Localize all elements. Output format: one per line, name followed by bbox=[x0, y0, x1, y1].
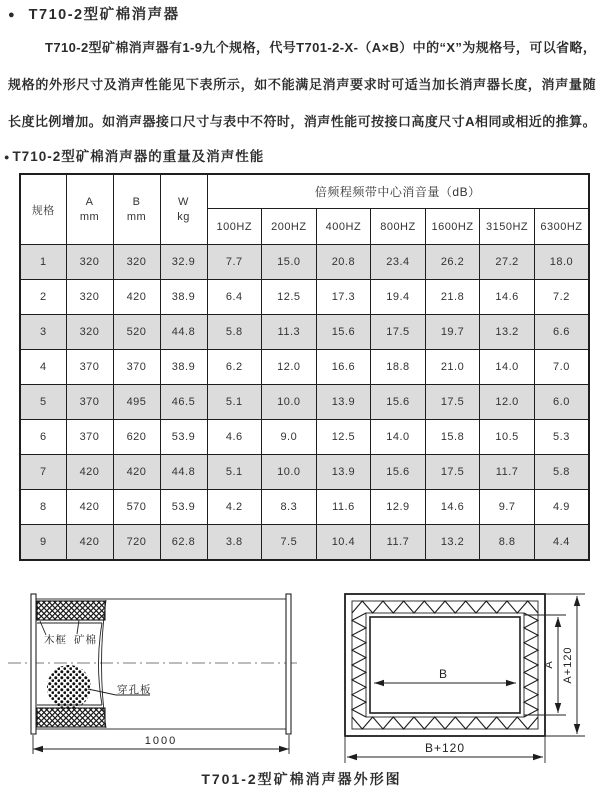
table-cell: 10.0 bbox=[262, 455, 317, 490]
table-cell: 3.8 bbox=[207, 525, 262, 561]
table-cell: 16.6 bbox=[316, 350, 371, 385]
table-cell: 9.0 bbox=[262, 420, 317, 455]
table-cell: 520 bbox=[113, 315, 160, 350]
table-cell: 420 bbox=[66, 490, 113, 525]
mineral-wool-band-bottom bbox=[37, 708, 105, 727]
side-view-diagram bbox=[8, 594, 298, 754]
table-header-row-1 bbox=[20, 174, 589, 209]
table-cell: 4.9 bbox=[534, 490, 589, 525]
table-cell: 14.6 bbox=[480, 280, 535, 315]
table-cell: 370 bbox=[66, 420, 113, 455]
freq-col-header: 400HZ bbox=[316, 209, 371, 245]
table-cell: 370 bbox=[113, 350, 160, 385]
table-cell: 7.7 bbox=[207, 245, 262, 280]
table-cell: 13.2 bbox=[425, 525, 480, 561]
table-cell: 62.8 bbox=[160, 525, 207, 561]
table-cell: 15.8 bbox=[425, 420, 480, 455]
col-header-a: A mm bbox=[66, 174, 113, 245]
dim-label-a120: A+120 bbox=[562, 646, 574, 684]
table-cell: 27.2 bbox=[480, 245, 535, 280]
spec-table bbox=[19, 173, 590, 561]
mineral-wool-band-top bbox=[37, 601, 105, 620]
table-cell: 7 bbox=[20, 455, 66, 490]
table-cell: 320 bbox=[66, 280, 113, 315]
front-view-diagram bbox=[345, 594, 585, 763]
spec-table-body bbox=[20, 245, 589, 561]
table-row bbox=[20, 315, 589, 350]
table-cell: 14.6 bbox=[425, 490, 480, 525]
table-cell: 10.4 bbox=[316, 525, 371, 561]
zigzag-bottom bbox=[352, 717, 538, 729]
table-cell: 26.2 bbox=[425, 245, 480, 280]
col-header-w: W kg bbox=[160, 174, 207, 245]
intro-paragraph bbox=[8, 29, 596, 140]
freq-col-header: 3150HZ bbox=[480, 209, 535, 245]
table-cell: 570 bbox=[113, 490, 160, 525]
table-cell: 1 bbox=[20, 245, 66, 280]
table-cell: 11.3 bbox=[262, 315, 317, 350]
table-cell: 14.0 bbox=[480, 350, 535, 385]
zigzag-left bbox=[352, 613, 366, 717]
table-cell: 5.1 bbox=[207, 385, 262, 420]
col-header-b: B mm bbox=[113, 174, 160, 245]
table-cell: 46.5 bbox=[160, 385, 207, 420]
table-cell: 720 bbox=[113, 525, 160, 561]
table-cell: 370 bbox=[66, 385, 113, 420]
table-cell: 7.2 bbox=[534, 280, 589, 315]
bullet-icon: ● bbox=[4, 152, 10, 162]
table-cell: 6.6 bbox=[534, 315, 589, 350]
table-cell: 5 bbox=[20, 385, 66, 420]
page-title: T710-2型矿棉消声器 bbox=[28, 7, 180, 23]
table-row bbox=[20, 280, 589, 315]
table-cell: 17.5 bbox=[425, 455, 480, 490]
table-cell: 7.5 bbox=[262, 525, 317, 561]
col-header-attenuation-span: 倍频程频带中心消音量（dB） bbox=[207, 174, 589, 209]
table-cell: 13.2 bbox=[480, 315, 535, 350]
table-row bbox=[20, 245, 589, 280]
table-cell: 10.5 bbox=[480, 420, 535, 455]
table-cell: 18.8 bbox=[371, 350, 426, 385]
table-cell: 17.5 bbox=[371, 315, 426, 350]
table-cell: 495 bbox=[113, 385, 160, 420]
table-cell: 8.3 bbox=[262, 490, 317, 525]
section-title-2 bbox=[4, 149, 603, 165]
table-cell: 11.6 bbox=[316, 490, 371, 525]
table-cell: 15.6 bbox=[316, 315, 371, 350]
table-row bbox=[20, 420, 589, 455]
table-cell: 5.3 bbox=[534, 420, 589, 455]
freq-col-header: 800HZ bbox=[371, 209, 426, 245]
table-cell: 15.6 bbox=[371, 385, 426, 420]
freq-col-header: 100HZ bbox=[207, 209, 262, 245]
table-cell: 38.9 bbox=[160, 280, 207, 315]
table-cell: 17.5 bbox=[425, 385, 480, 420]
table-cell: 3 bbox=[20, 315, 66, 350]
table-cell: 4 bbox=[20, 350, 66, 385]
table-cell: 10.0 bbox=[262, 385, 317, 420]
table-cell: 12.5 bbox=[262, 280, 317, 315]
dim-label-b: B bbox=[438, 667, 448, 681]
freq-col-header: 1600HZ bbox=[425, 209, 480, 245]
zigzag-top bbox=[352, 601, 538, 613]
section-title-1 bbox=[0, 0, 603, 24]
table-cell: 53.9 bbox=[160, 490, 207, 525]
paragraph-line: 长度比例增加。如消声器接口尺寸与表中不符时，消声性能可按接口高度尺寸A相同或相近的推算。 bbox=[8, 114, 596, 129]
table-cell: 23.4 bbox=[371, 245, 426, 280]
table-cell: 320 bbox=[66, 315, 113, 350]
table-cell: 15.6 bbox=[371, 455, 426, 490]
table-cell: 370 bbox=[66, 350, 113, 385]
table-row bbox=[20, 490, 589, 525]
table-cell: 20.8 bbox=[316, 245, 371, 280]
table-cell: 9.7 bbox=[480, 490, 535, 525]
table-cell: 13.9 bbox=[316, 385, 371, 420]
table-cell: 6.4 bbox=[207, 280, 262, 315]
table-cell: 11.7 bbox=[480, 455, 535, 490]
paragraph-line: 规格的外形尺寸及消声性能见下表所示，如不能满足消声要求时可适当加长消声器长度，消声量随 bbox=[8, 77, 596, 92]
table-cell: 38.9 bbox=[160, 350, 207, 385]
table-cell: 11.7 bbox=[371, 525, 426, 561]
table-cell: 12.9 bbox=[371, 490, 426, 525]
table-cell: 320 bbox=[113, 245, 160, 280]
table-row bbox=[20, 525, 589, 561]
freq-col-header: 6300HZ bbox=[534, 209, 589, 245]
table-cell: 4.2 bbox=[207, 490, 262, 525]
freq-col-header: 200HZ bbox=[262, 209, 317, 245]
table-cell: 32.9 bbox=[160, 245, 207, 280]
table-cell: 19.4 bbox=[371, 280, 426, 315]
table-cell: 9 bbox=[20, 525, 66, 561]
table-cell: 5.8 bbox=[534, 455, 589, 490]
table-row bbox=[20, 455, 589, 490]
dim-label-b120: B+120 bbox=[424, 741, 466, 755]
table-cell: 21.0 bbox=[425, 350, 480, 385]
dim-label-length: 1000 bbox=[144, 735, 178, 747]
table-cell: 12.0 bbox=[480, 385, 535, 420]
table-cell: 15.0 bbox=[262, 245, 317, 280]
dim-label-a: A bbox=[543, 661, 555, 669]
table-cell: 44.8 bbox=[160, 455, 207, 490]
table-cell: 12.0 bbox=[262, 350, 317, 385]
table-row bbox=[20, 385, 589, 420]
table-cell: 7.0 bbox=[534, 350, 589, 385]
table-row bbox=[20, 350, 589, 385]
table-cell: 19.7 bbox=[425, 315, 480, 350]
table-cell: 21.8 bbox=[425, 280, 480, 315]
table-section-title: T710-2型矿棉消声器的重量及消声性能 bbox=[12, 149, 265, 164]
table-cell: 12.5 bbox=[316, 420, 371, 455]
table-cell: 6 bbox=[20, 420, 66, 455]
table-cell: 420 bbox=[66, 525, 113, 561]
table-cell: 14.0 bbox=[371, 420, 426, 455]
label-wood-frame: 木框 bbox=[44, 634, 67, 646]
outline-drawing bbox=[0, 586, 603, 768]
label-perforated-plate: 穿孔板 bbox=[117, 684, 152, 696]
table-cell: 2 bbox=[20, 280, 66, 315]
table-cell: 320 bbox=[66, 245, 113, 280]
table-cell: 6.2 bbox=[207, 350, 262, 385]
bullet-icon: ● bbox=[8, 9, 15, 21]
table-cell: 17.3 bbox=[316, 280, 371, 315]
table-cell: 5.1 bbox=[207, 455, 262, 490]
col-header-spec: 规格 bbox=[20, 174, 66, 245]
paragraph-line: T710-2型矿棉消声器有1-9九个规格，代号T701-2-X-（A×B）中的“X”为规格号，可以省略， bbox=[45, 40, 597, 55]
table-cell: 420 bbox=[113, 455, 160, 490]
flange-right bbox=[286, 594, 291, 734]
label-mineral-wool: 矿棉 bbox=[74, 634, 97, 646]
table-cell: 53.9 bbox=[160, 420, 207, 455]
table-cell: 620 bbox=[113, 420, 160, 455]
leader-mineral-wool bbox=[77, 620, 79, 634]
perforated-plate-blob bbox=[47, 665, 91, 709]
table-cell: 8 bbox=[20, 490, 66, 525]
drawing-caption: T701-2型矿棉消声器外形图 bbox=[201, 771, 402, 787]
table-cell: 18.0 bbox=[534, 245, 589, 280]
table-cell: 44.8 bbox=[160, 315, 207, 350]
table-cell: 13.9 bbox=[316, 455, 371, 490]
duct-inner-line bbox=[370, 617, 520, 713]
table-cell: 420 bbox=[66, 455, 113, 490]
table-cell: 4.4 bbox=[534, 525, 589, 561]
table-cell: 4.6 bbox=[207, 420, 262, 455]
zigzag-right bbox=[524, 613, 538, 717]
table-cell: 8.8 bbox=[480, 525, 535, 561]
flange-left bbox=[31, 594, 36, 734]
table-cell: 6.0 bbox=[534, 385, 589, 420]
table-cell: 5.8 bbox=[207, 315, 262, 350]
table-cell: 420 bbox=[113, 280, 160, 315]
